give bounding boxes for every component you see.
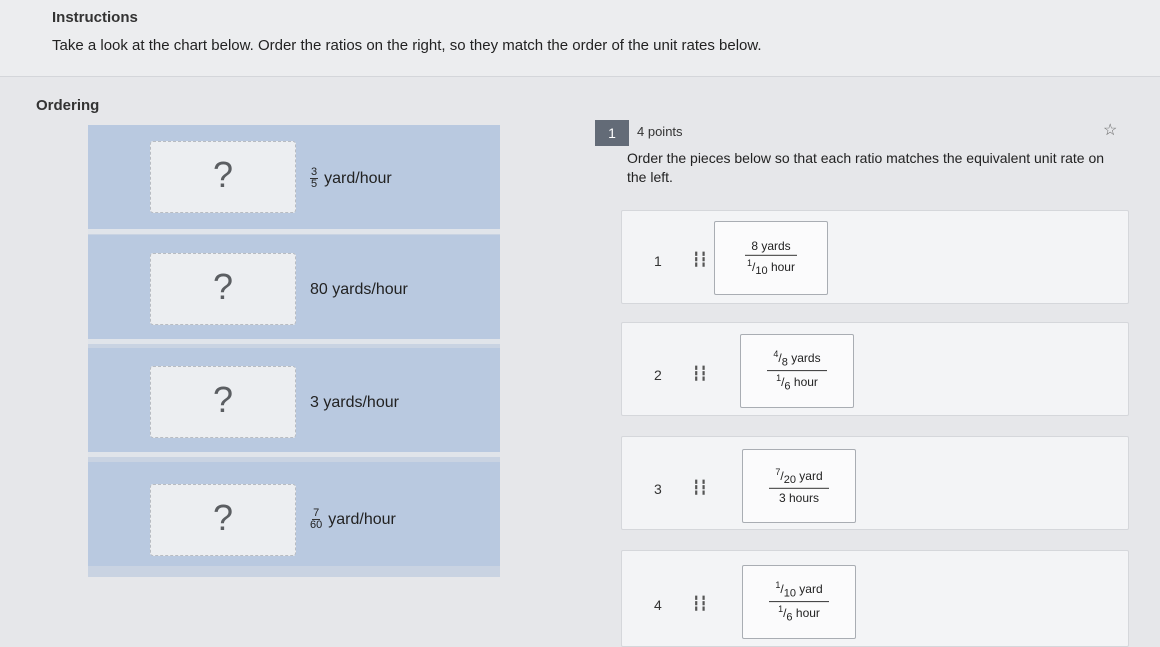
ratio-tile-4[interactable] [742, 565, 856, 639]
drag-handle-icon[interactable]: ┇┇ [692, 251, 707, 267]
ordering-item-2[interactable] [621, 322, 1129, 416]
question-panel [595, 116, 1155, 641]
sub-fraction-num: 7 [775, 466, 781, 477]
item-index: 2 [654, 367, 662, 383]
ratio-tile-1[interactable] [714, 221, 828, 295]
item-index: 4 [654, 597, 662, 613]
sub-fraction-den: 6 [784, 380, 791, 393]
unit-rate-1 [310, 167, 392, 190]
ratio-fraction [743, 580, 855, 624]
sub-fraction-num: 1 [747, 257, 753, 268]
unit-rate-fraction [310, 508, 322, 531]
sub-fraction-den: 8 [781, 356, 788, 369]
ratio-denominator: $^1/_{10}$ hour [747, 257, 795, 278]
ratio-numerator [745, 239, 796, 256]
sub-fraction-den: 6 [786, 611, 793, 624]
sub-fraction-num: 4 [773, 349, 779, 360]
unit-rate-label: 80 yards/hour [310, 281, 408, 298]
ratio-fraction [715, 239, 827, 277]
question-prompt: Order the pieces below so that each ratio matches the equivalent unit rate on the left. [627, 150, 1105, 185]
unit-rate-label: yard/hour [328, 510, 396, 528]
ratio-unit: yard [799, 582, 823, 597]
fraction-numerator: 3 [311, 166, 318, 178]
unit-rate-fraction [310, 167, 318, 190]
ratio-numerator: $^1/_{10}$ yard [769, 580, 828, 602]
fraction-denominator: 60 [310, 519, 323, 531]
instructions-text: Take a look at the chart below. Order the ratios on the right, so they match the order of the unit rates below. [52, 37, 762, 54]
drag-handle-icon[interactable]: ┇┇ [692, 595, 707, 611]
unit-rate-4 [310, 508, 396, 531]
ordering-item-4[interactable] [621, 550, 1129, 647]
question-number: 1 [595, 120, 629, 146]
instructions-panel [0, 0, 1160, 77]
sub-fraction-num: 1 [776, 373, 782, 384]
drag-handle-icon[interactable]: ┇┇ [692, 479, 707, 495]
ratio-denominator-text: 3 hours [778, 491, 820, 506]
fraction-numerator: 7 [313, 507, 320, 519]
ratio-numerator: $^4/_8$ yards [767, 349, 826, 371]
drop-slot-4[interactable] [150, 484, 296, 556]
rate-row-2 [88, 235, 500, 344]
ratio-tile-2[interactable] [740, 334, 854, 408]
drop-slot-2[interactable] [150, 253, 296, 325]
sub-fraction-den: 20 [783, 474, 796, 487]
ratio-denominator [779, 489, 819, 505]
unit-rate-label: yard/hour [324, 169, 392, 187]
unit-rate-3 [310, 394, 399, 412]
sub-fraction-num: 1 [775, 580, 781, 591]
sub-fraction-den: 10 [755, 265, 768, 278]
ordering-title: Ordering [36, 97, 100, 114]
ratio-unit: hour [795, 606, 820, 621]
ratio-numerator: $^7/_{20}$ yard [769, 467, 828, 489]
drag-handle-icon[interactable]: ┇┇ [692, 365, 707, 381]
sub-fraction-den: 10 [783, 587, 796, 600]
item-index: 3 [654, 481, 662, 497]
ratio-fraction [741, 349, 853, 393]
ratio-denominator: $^1/_6$ hour [776, 373, 818, 393]
drop-slot-placeholder: ? [212, 497, 234, 538]
unit-rate-label: 3 yards/hour [310, 394, 399, 411]
drop-slot-1[interactable] [150, 141, 296, 213]
ratio-numerator-text: 8 yards [751, 238, 791, 253]
fraction-denominator: 5 [311, 178, 318, 190]
ratio-tile-3[interactable] [742, 449, 856, 523]
ratio-unit: hour [793, 375, 818, 390]
rate-row-4 [88, 462, 500, 566]
drop-slot-placeholder: ? [212, 154, 234, 195]
instructions-title: Instructions [52, 9, 138, 26]
ratio-unit: yards [791, 351, 821, 366]
drop-slot-3[interactable] [150, 366, 296, 438]
ordering-item-1[interactable] [621, 210, 1129, 304]
unit-rate-2 [310, 281, 408, 299]
ratio-denominator: $^1/_6$ hour [778, 604, 820, 624]
sub-fraction-num: 1 [778, 604, 784, 615]
question-points: 4 points [637, 124, 683, 139]
drop-slot-placeholder: ? [212, 266, 234, 307]
ratio-fraction [743, 467, 855, 505]
drop-slot-placeholder: ? [212, 379, 234, 420]
ratio-unit: yard [799, 468, 823, 483]
pin-icon[interactable]: ☆ [1103, 122, 1118, 139]
ordering-item-3[interactable] [621, 436, 1129, 530]
unit-rates-panel [88, 125, 500, 577]
rate-row-1 [88, 125, 500, 234]
ratio-unit: hour [770, 259, 795, 274]
rate-row-3 [88, 348, 500, 457]
item-index: 1 [654, 253, 662, 269]
